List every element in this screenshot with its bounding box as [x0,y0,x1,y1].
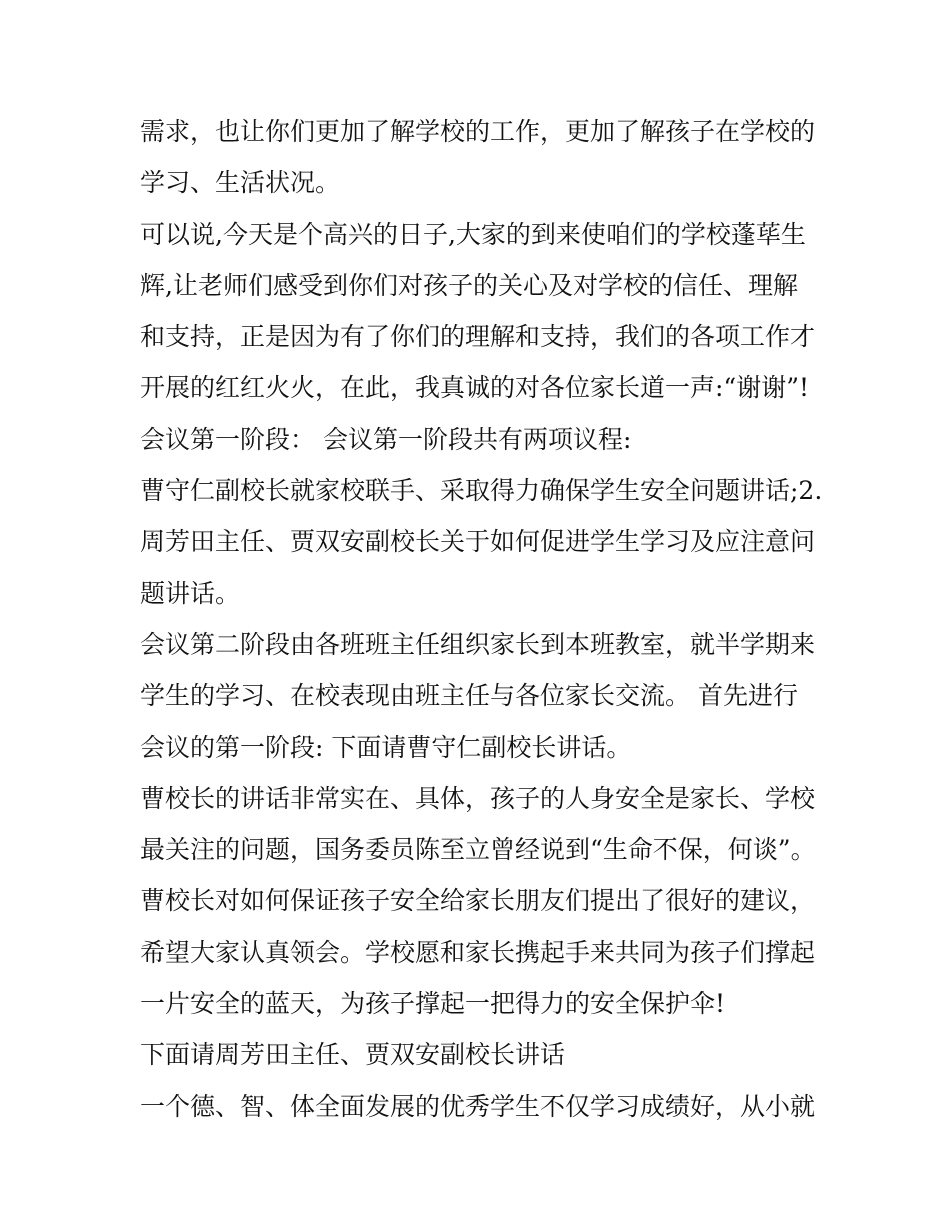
text-line: 最关注的问题，国务委员陈至立曾经说到“生命不保，何谈”。 [140,835,816,865]
text-line: 下面请周芳田主任、贾双安副校长讲话 [140,1040,566,1070]
text-line: 和支持，正是因为有了你们的理解和支持，我们的各项工作才 [140,322,816,352]
text-line: 会议第一阶段： 会议第一阶段共有两项议程: [140,424,632,454]
text-line: 希望大家认真领会。学校愿和家长携起手来共同为孩子们撑起 [140,937,816,967]
text-line: 会议的第一阶段: 下面请曹守仁副校长讲话。 [140,732,632,762]
text-line: 曹校长的讲话非常实在、具体，孩子的人身安全是家长、学校 [140,783,816,813]
text-line: 题讲话。 [140,578,241,608]
text-line: 学生的学习、在校表现由班主任与各位家长交流。 首先进行 [140,681,798,711]
text-line: 可以说,今天是个高兴的日子,大家的到来使咱们的学校蓬荜生 [140,219,806,249]
text-line: 一个德、智、体全面发展的优秀学生不仅学习成绩好，从小就 [140,1091,816,1121]
text-line: 曹校长对如何保证孩子安全给家长朋友们提出了很好的建议， [140,886,816,916]
text-line: 开展的红红火火，在此，我真诚的对各位家长道一声:“谢谢”! [140,373,810,403]
text-line: 学习、生活状况。 [140,168,341,198]
text-line: 一片安全的蓝天，为孩子撑起一把得力的安全保护伞! [140,989,726,1019]
text-line: 辉,让老师们感受到你们对孩子的关心及对学校的信任、理解 [140,270,798,300]
text-line: 会议第二阶段由各班班主任组织家长到本班教室，就半学期来 [140,629,816,659]
document-body [140,106,830,1132]
text-line: 需求，也让你们更加了解学校的工作，更加了解孩子在学校的 [140,117,816,146]
text-line: 曹守仁副校长就家校联手、采取得力确保学生安全问题讲话;2. [140,476,823,506]
text-line: 周芳田主任、贾双安副校长关于如何促进学生学习及应注意问 [140,527,816,557]
